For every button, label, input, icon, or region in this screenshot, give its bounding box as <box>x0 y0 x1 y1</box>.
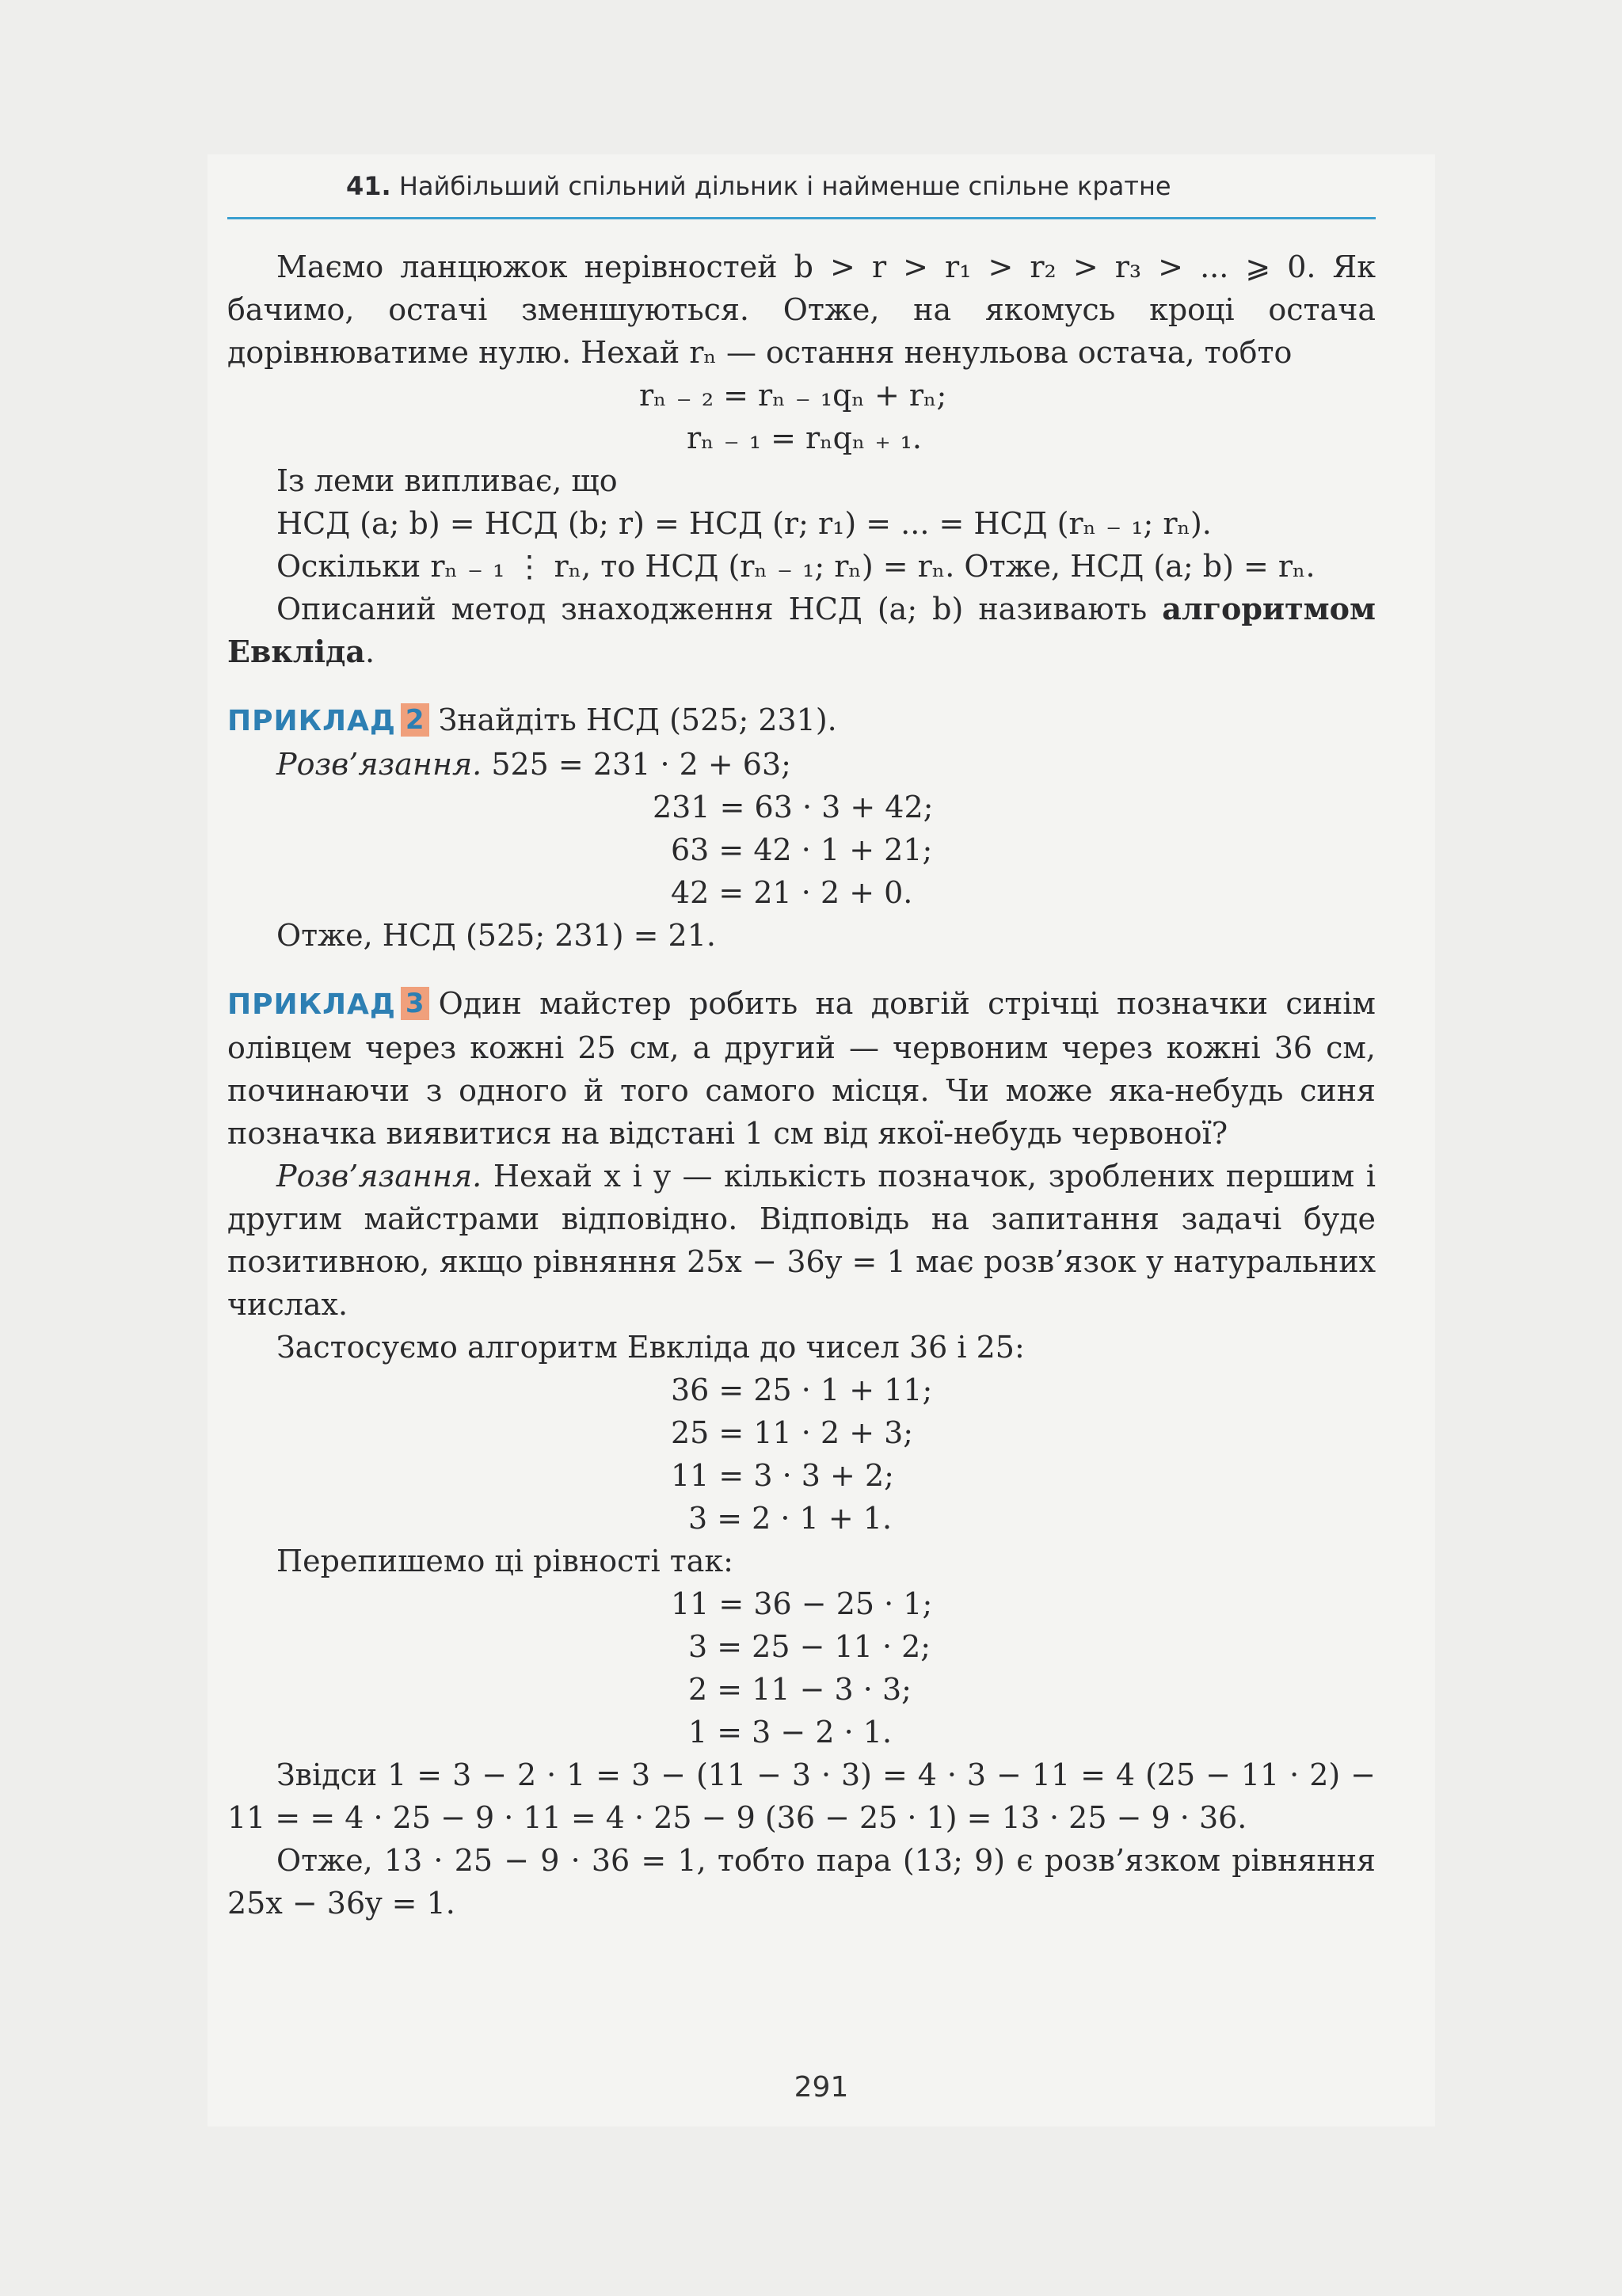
example-3-task: ПРИКЛАД 3 Один майстер робить на довгій стрічці позначки синім олівцем через кожні 25 см, а другий — червоним через кожні 36 см, починаючи з одного й того самого місця. Чи може яка-небудь синя позначка виявитися на відстані 1 см від якої-небудь червоної? <box>227 986 1376 1151</box>
example-3-eqB2: 3 = 25 − 11 · 2; <box>688 1629 931 1664</box>
lemma-line: Із леми випливає, що <box>276 463 618 498</box>
example-2-eq3: 63 = 42 · 1 + 21; <box>671 832 933 867</box>
header-rule <box>227 217 1376 219</box>
example-3-apply: Застосуємо алгоритм Евкліда до чисел 36 і 25: <box>276 1330 1025 1365</box>
page-number: 291 <box>794 2071 849 2104</box>
section-number: 41. <box>346 171 391 201</box>
method-paragraph: Описаний метод знаходження НСД (a; b) називають алгоритмом Евкліда. <box>227 591 1376 669</box>
example-2-task: ПРИКЛАД 2 Знайдіть НСД (525; 231). <box>227 703 837 737</box>
example-number-badge: 2 <box>401 703 429 737</box>
gcd-chain: НСД (a; b) = НСД (b; r) = НСД (r; r₁) = ... = НСД (rₙ ₋ ₁; rₙ). <box>276 506 1212 541</box>
example-3-eqA3: 11 = 3 · 3 + 2; <box>671 1458 894 1493</box>
intro-paragraph: Маємо ланцюжок нерівностей b > r > r₁ > r₂ > r₃ > ... ⩾ 0. Як бачимо, остачі зменшуються. Отже, на якомусь кроці остача дорівнюватиме нулю. Нехай rₙ — остання ненульова остача, тобто <box>227 249 1376 370</box>
since-line: Оскільки rₙ ₋ ₁ ⋮ rₙ, то НСД (rₙ ₋ ₁; rₙ) = rₙ. Отже, НСД (a; b) = rₙ. <box>276 549 1315 584</box>
example-3-eqB3: 2 = 11 − 3 · 3; <box>688 1672 912 1707</box>
example-3-solution: Розв’язання. Нехай x і y — кількість позначок, зроблених першим і другим майстрами відповідно. Відповідь на запитання задачі буде позитивною, якщо рівняння 25x − 36y = 1 має розв’язок у натуральних числах. <box>227 1159 1376 1322</box>
example-label: ПРИКЛАД <box>227 705 396 737</box>
section-title: Найбільший спільний дільник і найменше спільне кратне <box>398 171 1171 201</box>
example-3 <box>227 982 1376 1925</box>
example-label: ПРИКЛАД <box>227 988 396 1021</box>
example-2-answer: Отже, НСД (525; 231) = 21. <box>276 918 716 953</box>
example-3-conclusion: Отже, 13 · 25 − 9 · 36 = 1, тобто пара (13; 9) є розв’язком рівняння 25x − 36y = 1. <box>227 1843 1376 1921</box>
example-3-eqB1: 11 = 36 − 25 · 1; <box>671 1586 933 1621</box>
example-3-eqB4: 1 = 3 − 2 · 1. <box>688 1715 893 1750</box>
example-2-eq4: 42 = 21 · 2 + 0. <box>671 875 913 910</box>
example-3-hence: Звідси 1 = 3 − 2 · 1 = 3 − (11 − 3 · 3) = 4 · 3 − 11 = 4 (25 − 11 · 2) − 11 = = 4 · 25 − 9 · 11 = 4 · 25 − 9 (36 − 25 · 1) = 13 · 25 − 9 · 36. <box>227 1757 1376 1835</box>
intro-equation-2: rₙ ₋ ₁ = rₙqₙ ₊ ₁. <box>687 421 922 455</box>
example-2 <box>227 699 1376 957</box>
example-3-eqA4: 3 = 2 · 1 + 1. <box>688 1501 893 1536</box>
running-header <box>222 169 1378 204</box>
euclid-term: алгоритмом Евкліда <box>227 591 1376 669</box>
example-2-eq2: 231 = 63 · 3 + 42; <box>653 790 934 824</box>
example-number-badge: 3 <box>401 987 429 1020</box>
example-3-rewrite: Перепишемо ці рівності так: <box>276 1544 733 1578</box>
example-3-eqA1: 36 = 25 · 1 + 11; <box>671 1373 933 1407</box>
example-2-solution-start: Розв’язання. 525 = 231 · 2 + 63; <box>276 747 791 782</box>
textbook-page <box>208 154 1435 2127</box>
intro-equation-1: rₙ ₋ ₂ = rₙ ₋ ₁qₙ + rₙ; <box>639 378 947 413</box>
page-content <box>227 246 1376 1925</box>
example-3-eqA2: 25 = 11 · 2 + 3; <box>671 1415 914 1450</box>
